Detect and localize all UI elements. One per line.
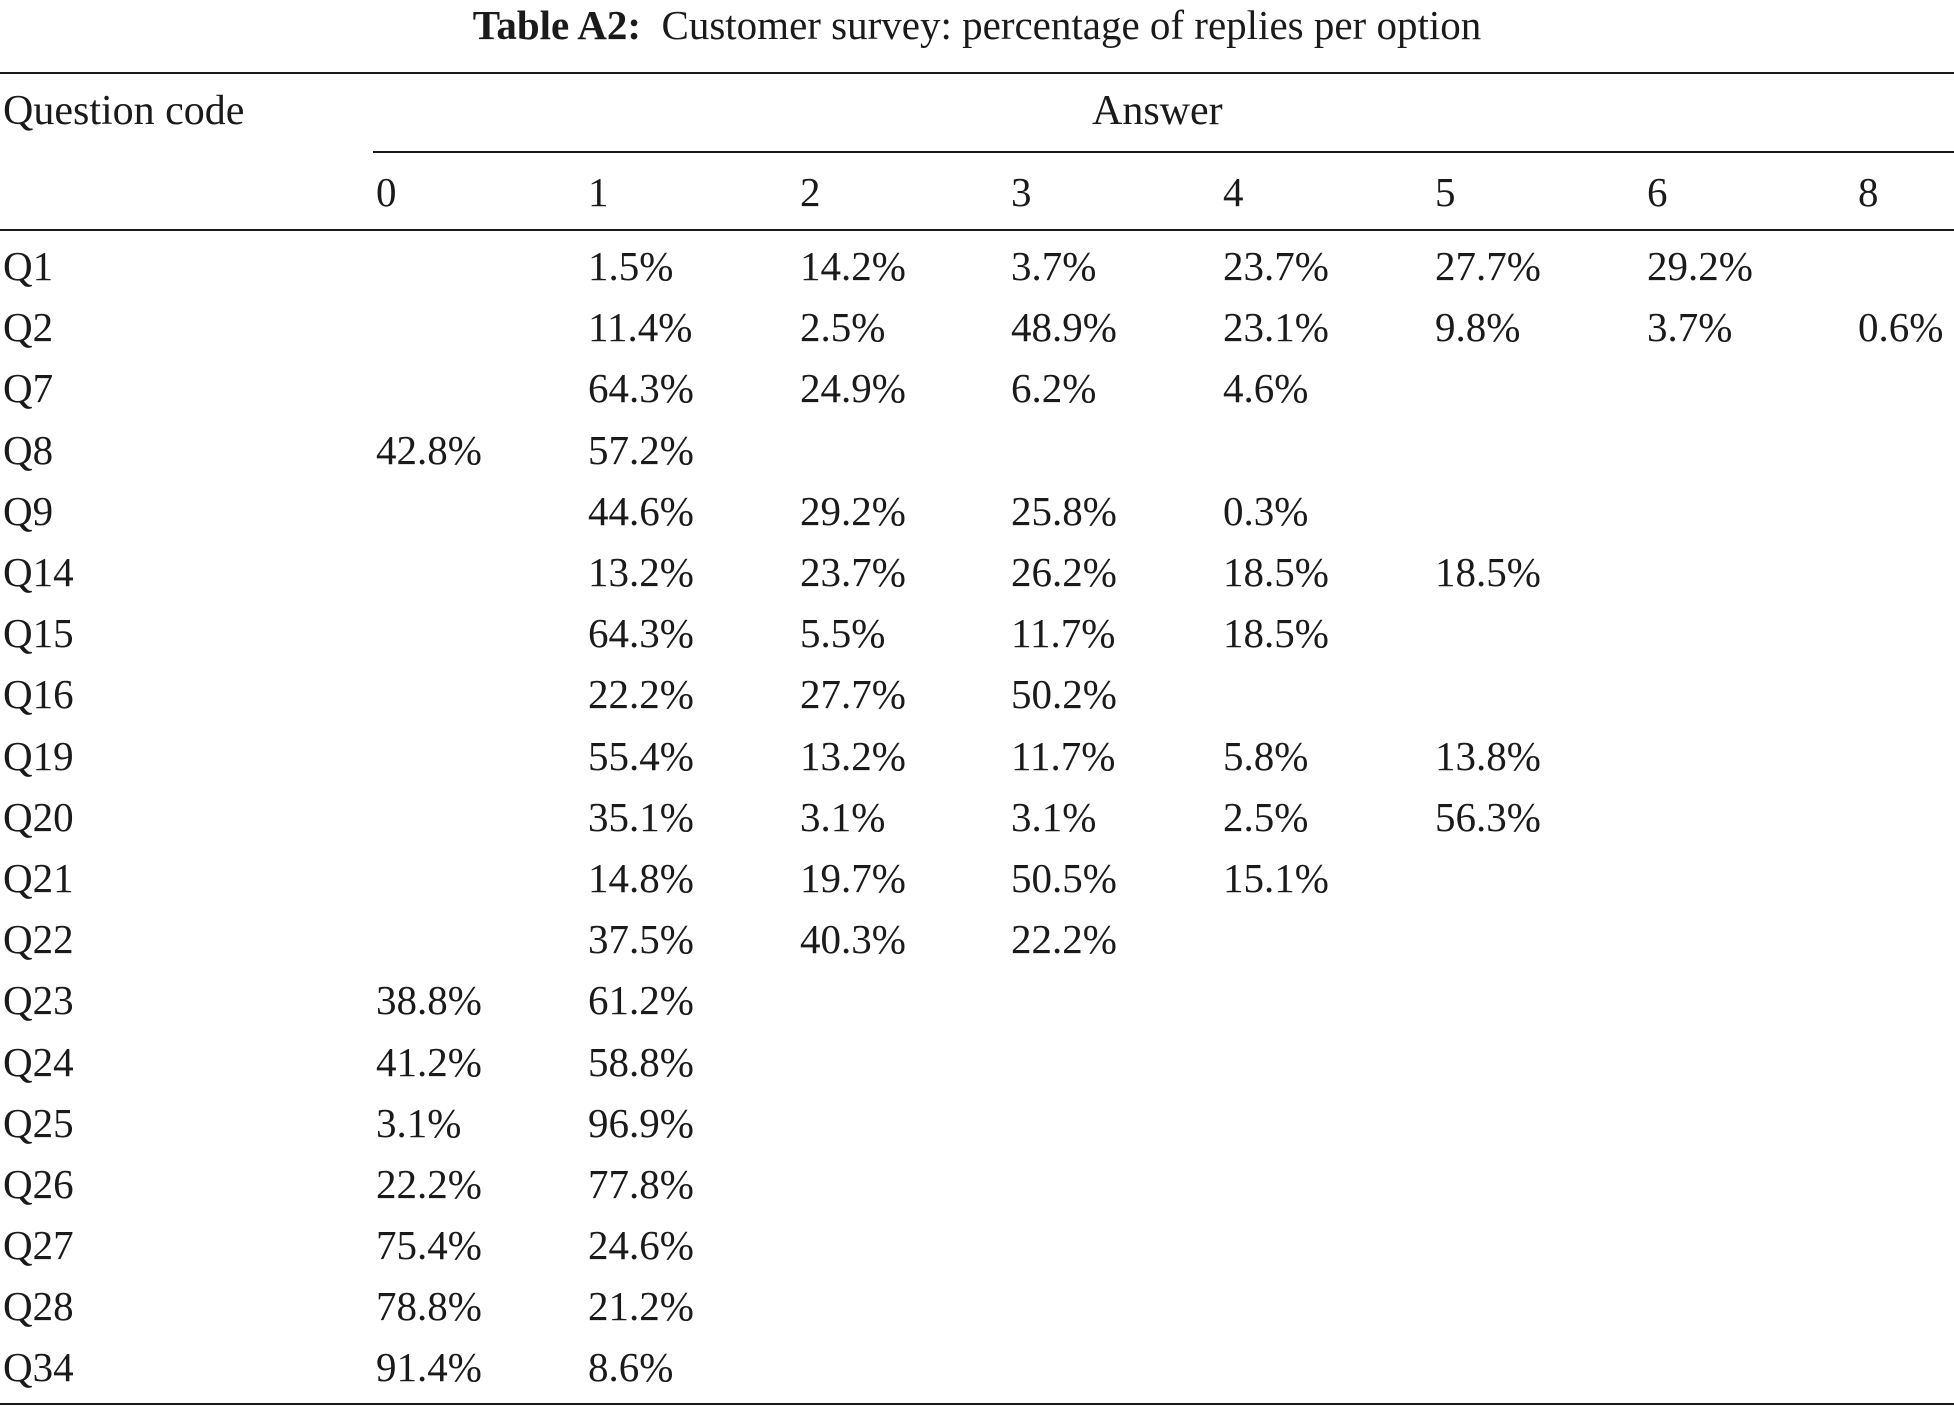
percentage-cell: 23.1% xyxy=(1223,304,1329,351)
percentage-cell: 9.8% xyxy=(1435,304,1521,351)
question-code-cell: Q24 xyxy=(3,1038,74,1085)
percentage-cell: 0.6% xyxy=(1858,304,1944,351)
question-code-cell: Q1 xyxy=(3,243,54,290)
percentage-cell xyxy=(800,1093,1011,1154)
answer-option-5-header: 5 xyxy=(1435,169,1456,215)
question-code-cell: Q14 xyxy=(3,549,74,596)
percentage-cell xyxy=(800,1154,1011,1215)
percentage-cell xyxy=(1011,1093,1223,1154)
percentage-cell xyxy=(1435,603,1647,664)
table-caption-label: Table A2: xyxy=(472,2,641,48)
percentage-cell xyxy=(1647,542,1858,603)
percentage-cell xyxy=(800,1276,1011,1337)
percentage-cell xyxy=(800,420,1011,481)
percentage-cell: 35.1% xyxy=(588,793,694,840)
percentage-cell: 3.1% xyxy=(1011,793,1097,840)
percentage-cell: 22.2% xyxy=(588,671,694,718)
percentage-cell: 29.2% xyxy=(800,487,906,534)
percentage-cell: 41.2% xyxy=(376,1038,482,1085)
question-code-header: Question code xyxy=(3,88,245,134)
percentage-cell xyxy=(1223,1031,1435,1092)
percentage-cell xyxy=(1435,970,1647,1031)
percentage-cell: 13.2% xyxy=(588,549,694,596)
table-row xyxy=(0,1215,1954,1276)
question-code-cell: Q27 xyxy=(3,1222,74,1269)
percentage-cell xyxy=(1647,1154,1858,1215)
question-code-cell: Q7 xyxy=(3,365,54,412)
percentage-cell xyxy=(1011,420,1223,481)
percentage-cell xyxy=(800,970,1011,1031)
percentage-cell xyxy=(1858,726,1954,787)
table-row xyxy=(0,726,1954,787)
percentage-cell: 24.9% xyxy=(800,365,906,412)
percentage-cell: 61.2% xyxy=(588,977,694,1024)
answer-option-0-header: 0 xyxy=(376,169,397,215)
answer-group-rule xyxy=(373,151,1954,153)
percentage-cell xyxy=(376,358,588,419)
percentage-cell xyxy=(1858,1337,1954,1398)
percentage-cell: 11.4% xyxy=(588,304,693,351)
percentage-cell xyxy=(1647,358,1858,419)
percentage-cell xyxy=(376,664,588,725)
table-row xyxy=(0,664,1954,725)
percentage-cell xyxy=(1435,481,1647,542)
table-row xyxy=(0,481,1954,542)
percentage-cell xyxy=(800,1031,1011,1092)
question-code-cell: Q19 xyxy=(3,732,74,779)
percentage-cell: 38.8% xyxy=(376,977,482,1024)
percentage-cell: 50.5% xyxy=(1011,854,1117,901)
percentage-cell xyxy=(1647,420,1858,481)
percentage-cell xyxy=(1435,420,1647,481)
table-rows xyxy=(0,236,1954,1399)
percentage-cell: 24.6% xyxy=(588,1222,694,1269)
percentage-cell: 29.2% xyxy=(1647,243,1753,290)
percentage-cell: 8.6% xyxy=(588,1344,674,1391)
percentage-cell: 2.5% xyxy=(800,304,886,351)
table-row xyxy=(0,1093,1954,1154)
percentage-cell: 0.3% xyxy=(1223,487,1309,534)
percentage-cell: 25.8% xyxy=(1011,487,1117,534)
percentage-cell: 11.7% xyxy=(1011,610,1116,657)
percentage-cell: 15.1% xyxy=(1223,854,1329,901)
percentage-cell: 27.7% xyxy=(1435,243,1541,290)
percentage-cell: 22.2% xyxy=(1011,916,1117,963)
table-row xyxy=(0,1276,1954,1337)
percentage-cell xyxy=(1647,909,1858,970)
percentage-cell: 64.3% xyxy=(588,610,694,657)
percentage-cell xyxy=(1858,848,1954,909)
question-code-cell: Q2 xyxy=(3,304,54,351)
percentage-cell xyxy=(1223,1154,1435,1215)
table-row xyxy=(0,848,1954,909)
percentage-cell: 18.5% xyxy=(1435,549,1541,596)
question-code-cell: Q22 xyxy=(3,916,74,963)
percentage-cell: 14.2% xyxy=(800,243,906,290)
percentage-cell xyxy=(1858,542,1954,603)
percentage-cell xyxy=(1647,1031,1858,1092)
answer-option-2-header: 2 xyxy=(800,169,821,215)
table-row xyxy=(0,603,1954,664)
percentage-cell xyxy=(1435,1093,1647,1154)
percentage-cell: 18.5% xyxy=(1223,549,1329,596)
percentage-cell xyxy=(1223,1093,1435,1154)
percentage-cell xyxy=(1858,970,1954,1031)
table-caption xyxy=(0,0,1954,52)
percentage-cell xyxy=(800,1215,1011,1276)
percentage-cell: 23.7% xyxy=(1223,243,1329,290)
table-row xyxy=(0,236,1954,297)
answer-option-6-header: 6 xyxy=(1647,169,1668,215)
percentage-cell: 18.5% xyxy=(1223,610,1329,657)
percentage-cell: 78.8% xyxy=(376,1283,482,1330)
percentage-cell: 91.4% xyxy=(376,1344,482,1391)
percentage-cell: 64.3% xyxy=(588,365,694,412)
percentage-cell: 50.2% xyxy=(1011,671,1117,718)
table-row xyxy=(0,970,1954,1031)
percentage-cell xyxy=(376,787,588,848)
percentage-cell xyxy=(1647,970,1858,1031)
question-code-cell: Q16 xyxy=(3,671,74,718)
percentage-cell: 4.6% xyxy=(1223,365,1309,412)
percentage-cell xyxy=(1647,726,1858,787)
question-code-cell: Q21 xyxy=(3,854,74,901)
percentage-cell: 5.8% xyxy=(1223,732,1309,779)
header-bottom-rule xyxy=(0,229,1954,231)
percentage-cell: 55.4% xyxy=(588,732,694,779)
percentage-cell xyxy=(1011,1154,1223,1215)
percentage-cell xyxy=(1011,1215,1223,1276)
percentage-cell xyxy=(1011,1276,1223,1337)
percentage-cell xyxy=(1435,909,1647,970)
percentage-cell: 3.7% xyxy=(1647,304,1733,351)
table-row xyxy=(0,358,1954,419)
percentage-cell xyxy=(376,909,588,970)
percentage-cell xyxy=(1647,1337,1858,1398)
percentage-cell: 13.2% xyxy=(800,732,906,779)
question-code-cell: Q25 xyxy=(3,1099,74,1146)
percentage-cell: 6.2% xyxy=(1011,365,1097,412)
percentage-cell xyxy=(1223,420,1435,481)
percentage-cell: 1.5% xyxy=(588,243,674,290)
percentage-cell: 57.2% xyxy=(588,426,694,473)
percentage-cell: 42.8% xyxy=(376,426,482,473)
percentage-cell xyxy=(1435,1031,1647,1092)
percentage-cell xyxy=(1858,603,1954,664)
percentage-cell xyxy=(1858,1215,1954,1276)
percentage-cell xyxy=(1223,970,1435,1031)
percentage-cell xyxy=(376,726,588,787)
percentage-cell xyxy=(1223,1276,1435,1337)
percentage-cell xyxy=(1858,1276,1954,1337)
percentage-cell xyxy=(1858,236,1954,297)
percentage-cell: 48.9% xyxy=(1011,304,1117,351)
answer-option-4-header: 4 xyxy=(1223,169,1244,215)
question-code-cell: Q15 xyxy=(3,610,74,657)
percentage-cell xyxy=(1223,664,1435,725)
percentage-cell xyxy=(1011,1031,1223,1092)
bottom-rule xyxy=(0,1403,1954,1405)
percentage-cell: 14.8% xyxy=(588,854,694,901)
percentage-cell xyxy=(376,603,588,664)
percentage-cell: 37.5% xyxy=(588,916,694,963)
table-row xyxy=(0,420,1954,481)
question-code-cell: Q20 xyxy=(3,793,74,840)
table-row xyxy=(0,909,1954,970)
percentage-cell: 75.4% xyxy=(376,1222,482,1269)
percentage-cell xyxy=(1435,358,1647,419)
percentage-cell xyxy=(1858,787,1954,848)
percentage-cell xyxy=(1435,848,1647,909)
percentage-cell xyxy=(1223,909,1435,970)
question-code-cell: Q26 xyxy=(3,1160,74,1207)
percentage-cell xyxy=(800,1337,1011,1398)
table-caption-title: Customer survey: percentage of replies per option xyxy=(661,2,1482,48)
percentage-cell xyxy=(1858,909,1954,970)
top-rule xyxy=(0,72,1954,74)
percentage-cell: 11.7% xyxy=(1011,732,1116,779)
answer-option-3-header: 3 xyxy=(1011,169,1032,215)
percentage-cell xyxy=(376,297,588,358)
percentage-cell xyxy=(1435,1276,1647,1337)
percentage-cell xyxy=(1011,970,1223,1031)
percentage-cell: 21.2% xyxy=(588,1283,694,1330)
percentage-cell xyxy=(1223,1215,1435,1276)
percentage-cell xyxy=(376,542,588,603)
percentage-cell: 13.8% xyxy=(1435,732,1541,779)
table-row xyxy=(0,1154,1954,1215)
percentage-cell: 44.6% xyxy=(588,487,694,534)
percentage-cell: 26.2% xyxy=(1011,549,1117,596)
percentage-cell xyxy=(1858,420,1954,481)
percentage-cell xyxy=(376,848,588,909)
percentage-cell xyxy=(1223,1337,1435,1398)
percentage-cell: 58.8% xyxy=(588,1038,694,1085)
percentage-cell xyxy=(1647,664,1858,725)
percentage-cell: 3.7% xyxy=(1011,243,1097,290)
percentage-cell xyxy=(1858,1031,1954,1092)
percentage-cell xyxy=(376,236,588,297)
percentage-cell xyxy=(1647,848,1858,909)
percentage-cell: 22.2% xyxy=(376,1160,482,1207)
answer-group-header: Answer xyxy=(1092,88,1223,134)
percentage-cell xyxy=(1858,1154,1954,1215)
percentage-cell xyxy=(1858,664,1954,725)
question-code-cell: Q28 xyxy=(3,1283,74,1330)
percentage-cell xyxy=(1647,1093,1858,1154)
percentage-cell xyxy=(1435,664,1647,725)
answer-option-1-header: 1 xyxy=(588,169,609,215)
table-row xyxy=(0,1031,1954,1092)
percentage-cell: 5.5% xyxy=(800,610,886,657)
percentage-cell: 23.7% xyxy=(800,549,906,596)
percentage-cell: 96.9% xyxy=(588,1099,694,1146)
percentage-cell: 77.8% xyxy=(588,1160,694,1207)
question-code-cell: Q34 xyxy=(3,1344,74,1391)
percentage-cell xyxy=(1435,1154,1647,1215)
percentage-cell: 3.1% xyxy=(376,1099,462,1146)
table-row xyxy=(0,542,1954,603)
percentage-cell: 2.5% xyxy=(1223,793,1309,840)
percentage-cell xyxy=(1435,1215,1647,1276)
table-row xyxy=(0,1337,1954,1398)
answer-option-8-header: 8 xyxy=(1858,169,1879,215)
percentage-cell xyxy=(1647,481,1858,542)
table-row xyxy=(0,297,1954,358)
percentage-cell xyxy=(1858,1093,1954,1154)
percentage-cell xyxy=(1647,603,1858,664)
percentage-cell xyxy=(1858,358,1954,419)
percentage-cell xyxy=(1435,1337,1647,1398)
percentage-cell xyxy=(376,481,588,542)
percentage-cell: 3.1% xyxy=(800,793,886,840)
percentage-cell xyxy=(1011,1337,1223,1398)
percentage-cell: 56.3% xyxy=(1435,793,1541,840)
percentage-cell: 40.3% xyxy=(800,916,906,963)
percentage-cell xyxy=(1647,1215,1858,1276)
percentage-cell xyxy=(1647,787,1858,848)
percentage-cell xyxy=(1647,1276,1858,1337)
question-code-cell: Q8 xyxy=(3,426,54,473)
percentage-cell: 27.7% xyxy=(800,671,906,718)
percentage-cell: 19.7% xyxy=(800,854,906,901)
percentage-cell xyxy=(1858,481,1954,542)
question-code-cell: Q23 xyxy=(3,977,74,1024)
question-code-cell: Q9 xyxy=(3,487,54,534)
table-row xyxy=(0,787,1954,848)
survey-table-body xyxy=(0,236,1954,1399)
